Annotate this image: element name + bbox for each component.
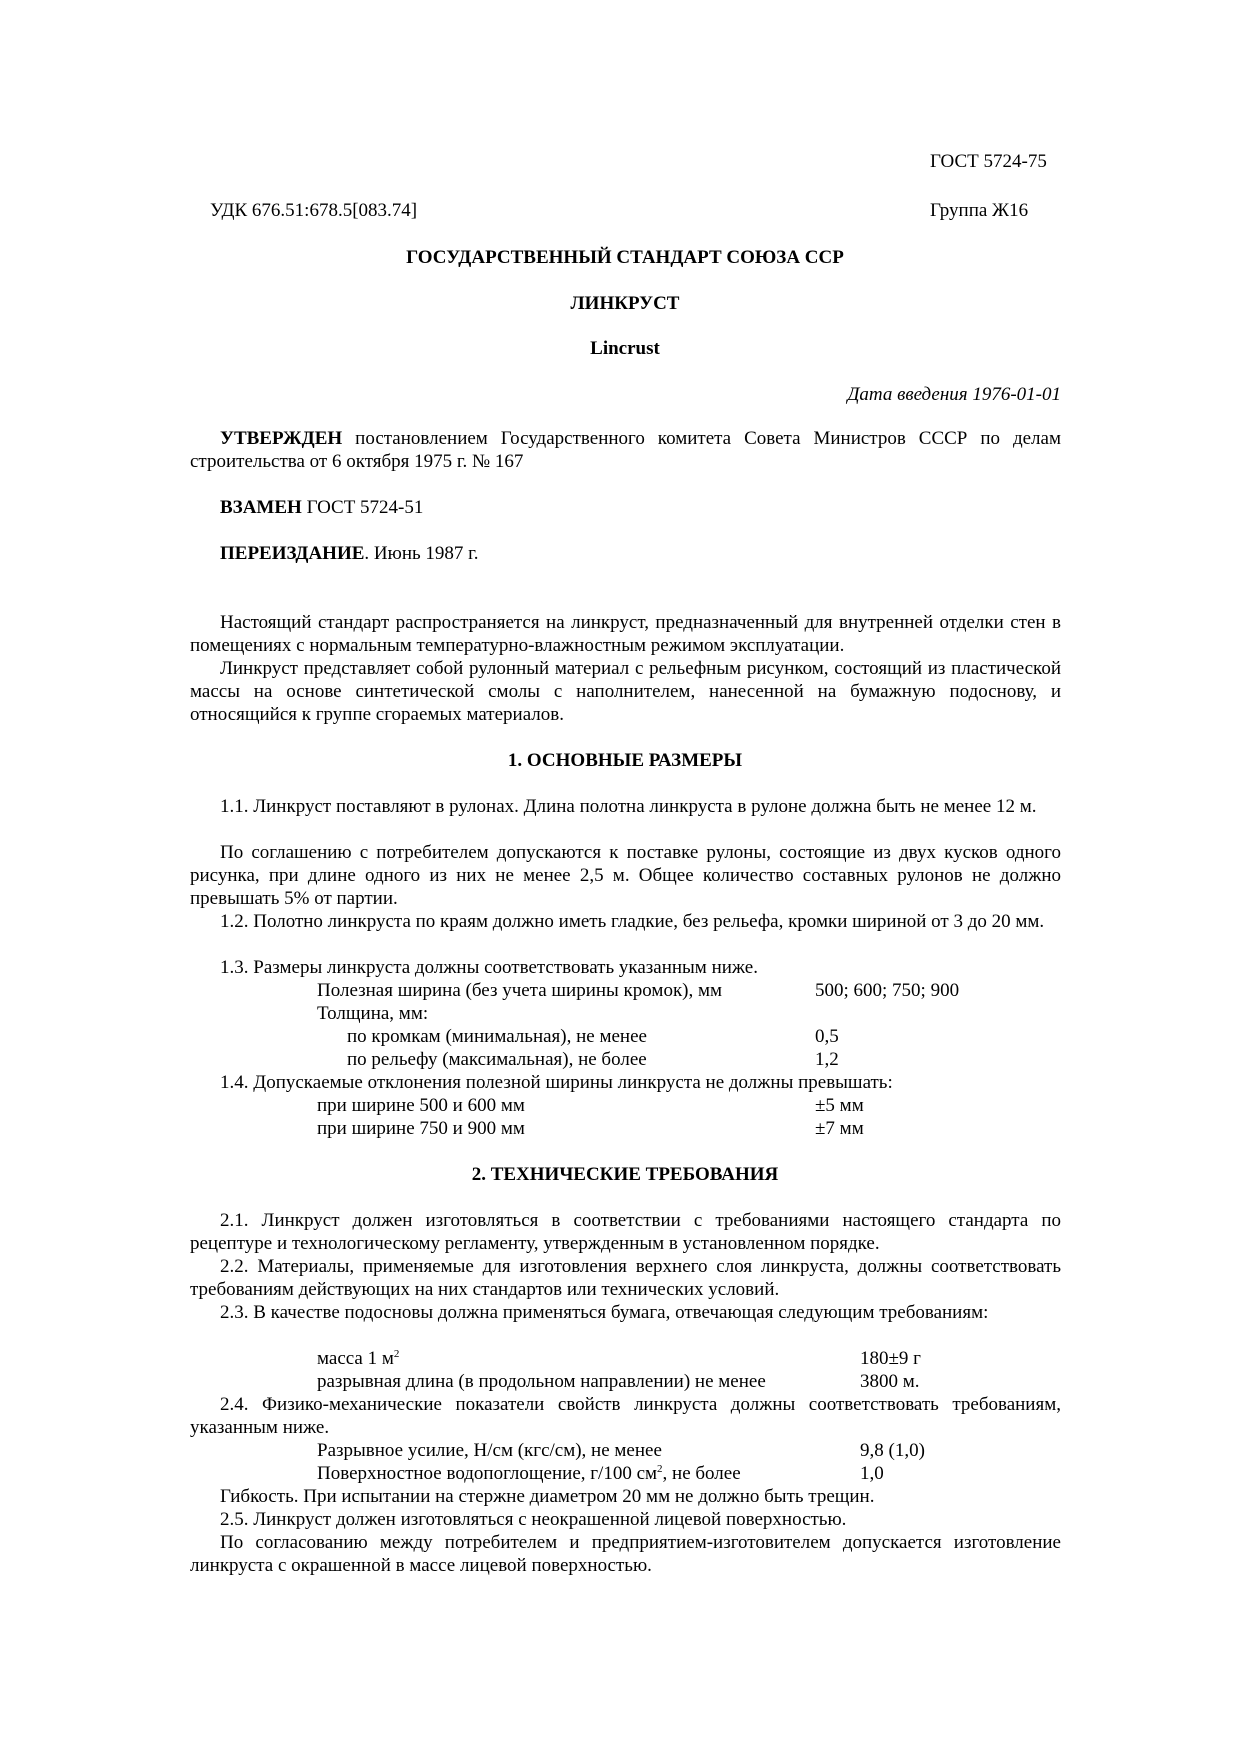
para-1-3: 1.3. Размеры линкруста должны соответствовать указанным ниже.: [220, 957, 758, 978]
para-2-5: 2.5. Линкруст должен изготовляться с неокрашенной лицевой поверхностью.: [220, 1509, 847, 1530]
section-2-title: 2. ТЕХНИЧЕСКИЕ ТРЕБОВАНИЯ: [471, 1164, 779, 1185]
replaces-label: ВЗАМЕН: [220, 497, 302, 518]
tol-value: ±5 мм: [815, 1095, 864, 1116]
intro-date: Дата введения 1976-01-01: [847, 384, 1061, 405]
approved-paragraph: [190, 427, 1061, 473]
approved-text: постановлением Государственного комитета Совета Министров СССР по делам строительства от 6 октября 1975 г. № 167: [190, 428, 1061, 472]
gost-number: ГОСТ 5724-75: [930, 151, 1047, 172]
reissue-paragraph: [190, 542, 1061, 565]
water-text: Поверхностное водопоглощение, г/100 см: [317, 1463, 658, 1484]
paper-mass-sup: 2: [393, 1348, 400, 1360]
water-tail: , не более: [662, 1463, 741, 1484]
replaces-text: ГОСТ 5724-51: [301, 497, 424, 518]
dim-label: Толщина, мм:: [317, 1003, 429, 1024]
reissue-label: ПЕРЕИЗДАНИЕ: [220, 543, 365, 564]
para-2-5b: По согласованию между потребителем и предприятием-изготовителем допускается изготовление линкруста с окрашенной в массе лицевой поверхностью.: [190, 1532, 1061, 1576]
doc-title: ЛИНКРУСТ: [570, 293, 680, 314]
intro-p2: Линкруст представляет собой рулонный материал с рельефным рисунком, состоящий из пластической массы на основе синтетической смолы с наполнителем, нанесенной на бумажную подоснову, и относящийся к группе сгораемых материалов.: [190, 658, 1061, 725]
approved-label: УТВЕРЖДЕН: [220, 428, 343, 449]
section-1-title: 1. ОСНОВНЫЕ РАЗМЕРЫ: [507, 750, 743, 771]
force-label: Разрывное усилие, Н/см (кгс/см), не менее: [317, 1440, 662, 1461]
para-2-3: 2.3. В качестве подосновы должна применяться бумага, отвечающая следующим требованиям:: [220, 1302, 989, 1323]
udk-code: УДК 676.51:678.5[083.74]: [210, 200, 418, 221]
doc-title-en: Lincrust: [590, 338, 660, 359]
reissue-text: . Июнь 1987 г.: [364, 543, 479, 564]
water-label: [317, 1462, 741, 1485]
group-code: Группа Ж16: [930, 200, 1029, 221]
force-value: 9,8 (1,0): [860, 1440, 925, 1461]
dim-value: 500; 600; 750; 900: [815, 980, 960, 1001]
org-title: ГОСУДАРСТВЕННЫЙ СТАНДАРТ СОЮЗА ССР: [406, 247, 844, 268]
dim-label: по кромкам (минимальная), не менее: [347, 1026, 647, 1047]
dim-label: Полезная ширина (без учета ширины кромок), мм: [317, 980, 723, 1001]
water-sup: 2: [657, 1463, 663, 1475]
tol-label: при ширине 750 и 900 мм: [317, 1118, 525, 1139]
paper-mass-text: масса 1 м: [317, 1348, 394, 1369]
para-1-4: 1.4. Допускаемые отклонения полезной ширины линкруста не должны превышать:: [220, 1072, 893, 1093]
dim-value: 1,2: [815, 1049, 839, 1070]
water-value: 1,0: [860, 1463, 884, 1484]
para-2-1: 2.1. Линкруст должен изготовляться в соответствии с требованиями настоящего стандарта по рецептуре и технологическому регламенту, утвержденным в установленном порядке.: [190, 1210, 1061, 1254]
paper-mass-label: [317, 1347, 399, 1370]
dim-value: 0,5: [815, 1026, 839, 1047]
tol-value: ±7 мм: [815, 1118, 864, 1139]
paper-len-value: 3800 м.: [860, 1371, 920, 1392]
replaces-paragraph: [190, 496, 1061, 519]
para-1-2: 1.2. Полотно линкруста по краям должно иметь гладкие, без рельефа, кромки шириной от 3 до 20 мм.: [220, 911, 1045, 932]
para-2-4: 2.4. Физико-механические показатели свойств линкруста должны соответствовать требованиям, указанным ниже.: [190, 1394, 1061, 1438]
para-2-2: 2.2. Материалы, применяемые для изготовления верхнего слоя линкруста, должны соответствовать требованиям действующих на них стандартов или технических условий.: [190, 1256, 1061, 1300]
flex-paragraph: Гибкость. При испытании на стержне диаметром 20 мм не должно быть трещин.: [220, 1486, 875, 1507]
para-1-1: 1.1. Линкруст поставляют в рулонах. Длина полотна линкруста в рулоне должна быть не менее 12 м.: [220, 796, 1037, 817]
paper-len-label: разрывная длина (в продольном направлении) не менее: [317, 1371, 766, 1392]
tol-label: при ширине 500 и 600 мм: [317, 1095, 525, 1116]
para-1-1b: По соглашению с потребителем допускаются к поставке рулоны, состоящие из двух кусков одного рисунка, при длине одного из них не менее 2,5 м. Общее количество составных рулонов не должно превышать 5% от партии.: [190, 842, 1061, 909]
paper-mass-value: 180±9 г: [860, 1348, 921, 1369]
intro-p1: Настоящий стандарт распространяется на линкруст, предназначенный для внутренней отделки стен в помещениях с нормальным температурно-влажностным режимом эксплуатации.: [190, 612, 1061, 656]
dim-label: по рельефу (максимальная), не более: [347, 1049, 647, 1070]
